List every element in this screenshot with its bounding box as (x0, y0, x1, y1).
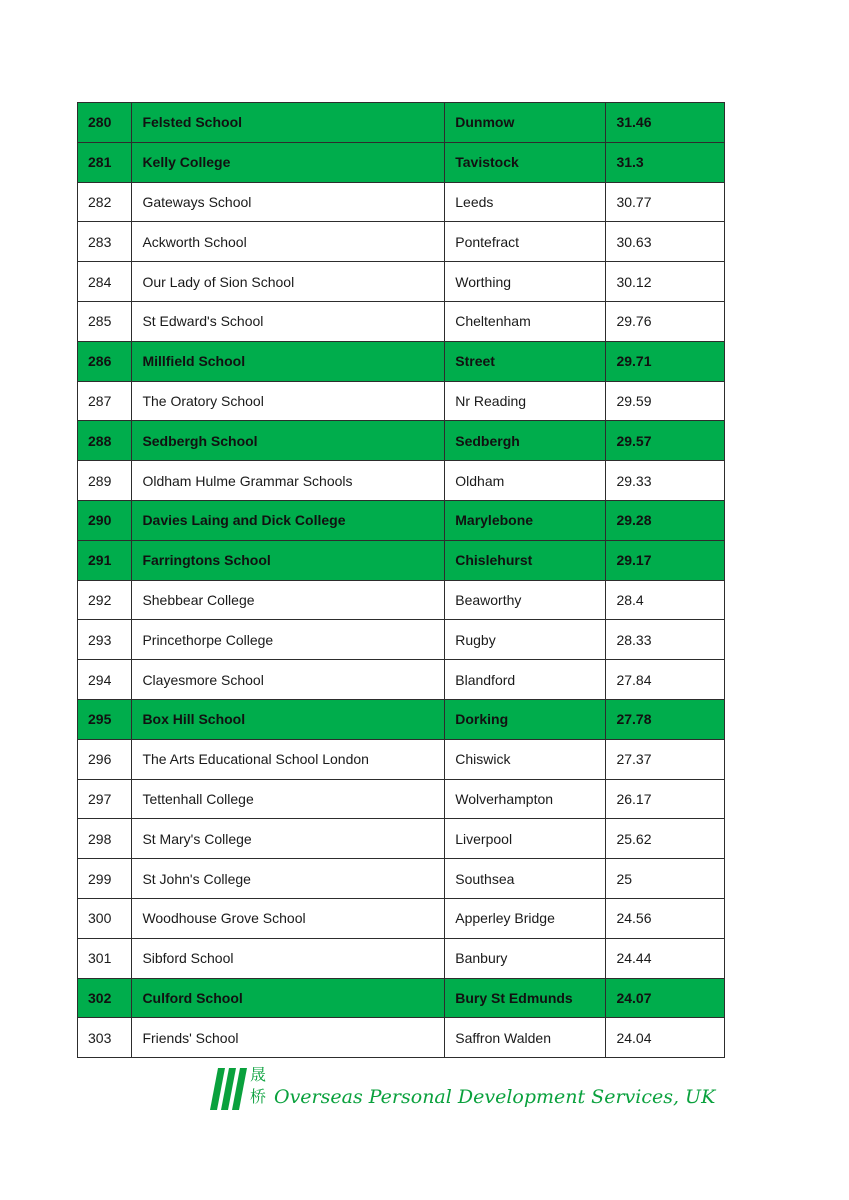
location-cell: Chiswick (445, 739, 606, 779)
location-cell: Cheltenham (445, 301, 606, 341)
rank-cell: 281 (78, 142, 132, 182)
school-name-cell: Davies Laing and Dick College (132, 500, 445, 540)
location-cell: Pontefract (445, 222, 606, 262)
table-row (78, 859, 725, 899)
school-name-cell: Millfield School (132, 341, 445, 381)
score-cell: 31.3 (606, 142, 725, 182)
location-cell: Sedbergh (445, 421, 606, 461)
school-name-cell: The Arts Educational School London (132, 739, 445, 779)
school-name-cell: Princethorpe College (132, 620, 445, 660)
table-row (78, 660, 725, 700)
chinese-brand-char-top: 晟 (250, 1065, 267, 1084)
score-cell: 24.56 (606, 898, 725, 938)
school-name-cell: St Edward's School (132, 301, 445, 341)
table-row (78, 739, 725, 779)
chinese-brand-char-bottom: 桥 (250, 1087, 267, 1106)
score-cell: 29.17 (606, 540, 725, 580)
score-cell: 29.57 (606, 421, 725, 461)
school-name-cell: The Oratory School (132, 381, 445, 421)
school-name-cell: Ackworth School (132, 222, 445, 262)
rank-cell: 300 (78, 898, 132, 938)
rank-cell: 301 (78, 938, 132, 978)
rank-cell: 296 (78, 739, 132, 779)
table-row (78, 580, 725, 620)
score-cell: 29.28 (606, 500, 725, 540)
score-cell: 28.33 (606, 620, 725, 660)
school-ranking-table (77, 102, 725, 1058)
school-name-cell: Friends' School (132, 1018, 445, 1058)
location-cell: Oldham (445, 461, 606, 501)
table-row (78, 461, 725, 501)
table-row (78, 978, 725, 1018)
score-cell: 30.63 (606, 222, 725, 262)
rank-cell: 302 (78, 978, 132, 1018)
rank-cell: 293 (78, 620, 132, 660)
rank-cell: 288 (78, 421, 132, 461)
table-row (78, 699, 725, 739)
table-row (78, 222, 725, 262)
school-name-cell: Shebbear College (132, 580, 445, 620)
table-row (78, 182, 725, 222)
table-row (78, 1018, 725, 1058)
company-name: Overseas Personal Development Services, UK (274, 1086, 716, 1108)
rank-cell: 284 (78, 262, 132, 302)
score-cell: 24.04 (606, 1018, 725, 1058)
school-name-cell: Kelly College (132, 142, 445, 182)
table-row (78, 381, 725, 421)
table-row (78, 301, 725, 341)
score-cell: 31.46 (606, 103, 725, 143)
rank-cell: 295 (78, 699, 132, 739)
table-row (78, 938, 725, 978)
school-name-cell: Woodhouse Grove School (132, 898, 445, 938)
rank-cell: 298 (78, 819, 132, 859)
rank-cell: 287 (78, 381, 132, 421)
rank-cell: 285 (78, 301, 132, 341)
table-row (78, 421, 725, 461)
school-name-cell: Sedbergh School (132, 421, 445, 461)
school-name-cell: Culford School (132, 978, 445, 1018)
score-cell: 26.17 (606, 779, 725, 819)
green-stripes-logo-icon (210, 1068, 250, 1110)
location-cell: Wolverhampton (445, 779, 606, 819)
table-body (78, 103, 725, 1058)
location-cell: Liverpool (445, 819, 606, 859)
location-cell: Beaworthy (445, 580, 606, 620)
rank-cell: 303 (78, 1018, 132, 1058)
school-name-cell: Oldham Hulme Grammar Schools (132, 461, 445, 501)
location-cell: Worthing (445, 262, 606, 302)
school-name-cell: Gateways School (132, 182, 445, 222)
location-cell: Blandford (445, 660, 606, 700)
score-cell: 27.78 (606, 699, 725, 739)
rank-cell: 292 (78, 580, 132, 620)
location-cell: Tavistock (445, 142, 606, 182)
location-cell: Bury St Edmunds (445, 978, 606, 1018)
school-name-cell: Tettenhall College (132, 779, 445, 819)
rank-cell: 286 (78, 341, 132, 381)
school-name-cell: St John's College (132, 859, 445, 899)
rank-cell: 291 (78, 540, 132, 580)
location-cell: Dunmow (445, 103, 606, 143)
rank-cell: 289 (78, 461, 132, 501)
school-name-cell: Box Hill School (132, 699, 445, 739)
score-cell: 28.4 (606, 580, 725, 620)
score-cell: 29.33 (606, 461, 725, 501)
footer-logo (210, 1064, 716, 1114)
location-cell: Chislehurst (445, 540, 606, 580)
school-name-cell: Sibford School (132, 938, 445, 978)
table-row (78, 500, 725, 540)
score-cell: 29.76 (606, 301, 725, 341)
table-row (78, 779, 725, 819)
school-name-cell: Felsted School (132, 103, 445, 143)
table-row (78, 262, 725, 302)
score-cell: 30.77 (606, 182, 725, 222)
table-row (78, 620, 725, 660)
location-cell: Dorking (445, 699, 606, 739)
location-cell: Marylebone (445, 500, 606, 540)
rank-cell: 282 (78, 182, 132, 222)
score-cell: 27.84 (606, 660, 725, 700)
rank-cell: 294 (78, 660, 132, 700)
school-name-cell: Our Lady of Sion School (132, 262, 445, 302)
school-name-cell: Clayesmore School (132, 660, 445, 700)
table-row (78, 103, 725, 143)
score-cell: 27.37 (606, 739, 725, 779)
rank-cell: 283 (78, 222, 132, 262)
score-cell: 29.71 (606, 341, 725, 381)
score-cell: 24.44 (606, 938, 725, 978)
score-cell: 25 (606, 859, 725, 899)
rank-cell: 280 (78, 103, 132, 143)
location-cell: Banbury (445, 938, 606, 978)
table-row (78, 898, 725, 938)
score-cell: 30.12 (606, 262, 725, 302)
location-cell: Nr Reading (445, 381, 606, 421)
rank-cell: 299 (78, 859, 132, 899)
school-name-cell: St Mary's College (132, 819, 445, 859)
location-cell: Leeds (445, 182, 606, 222)
rank-cell: 297 (78, 779, 132, 819)
table-row (78, 341, 725, 381)
table-row (78, 819, 725, 859)
table-row (78, 142, 725, 182)
location-cell: Saffron Walden (445, 1018, 606, 1058)
location-cell: Southsea (445, 859, 606, 899)
score-cell: 24.07 (606, 978, 725, 1018)
location-cell: Apperley Bridge (445, 898, 606, 938)
table-row (78, 540, 725, 580)
location-cell: Rugby (445, 620, 606, 660)
score-cell: 29.59 (606, 381, 725, 421)
location-cell: Street (445, 341, 606, 381)
rank-cell: 290 (78, 500, 132, 540)
score-cell: 25.62 (606, 819, 725, 859)
school-name-cell: Farringtons School (132, 540, 445, 580)
